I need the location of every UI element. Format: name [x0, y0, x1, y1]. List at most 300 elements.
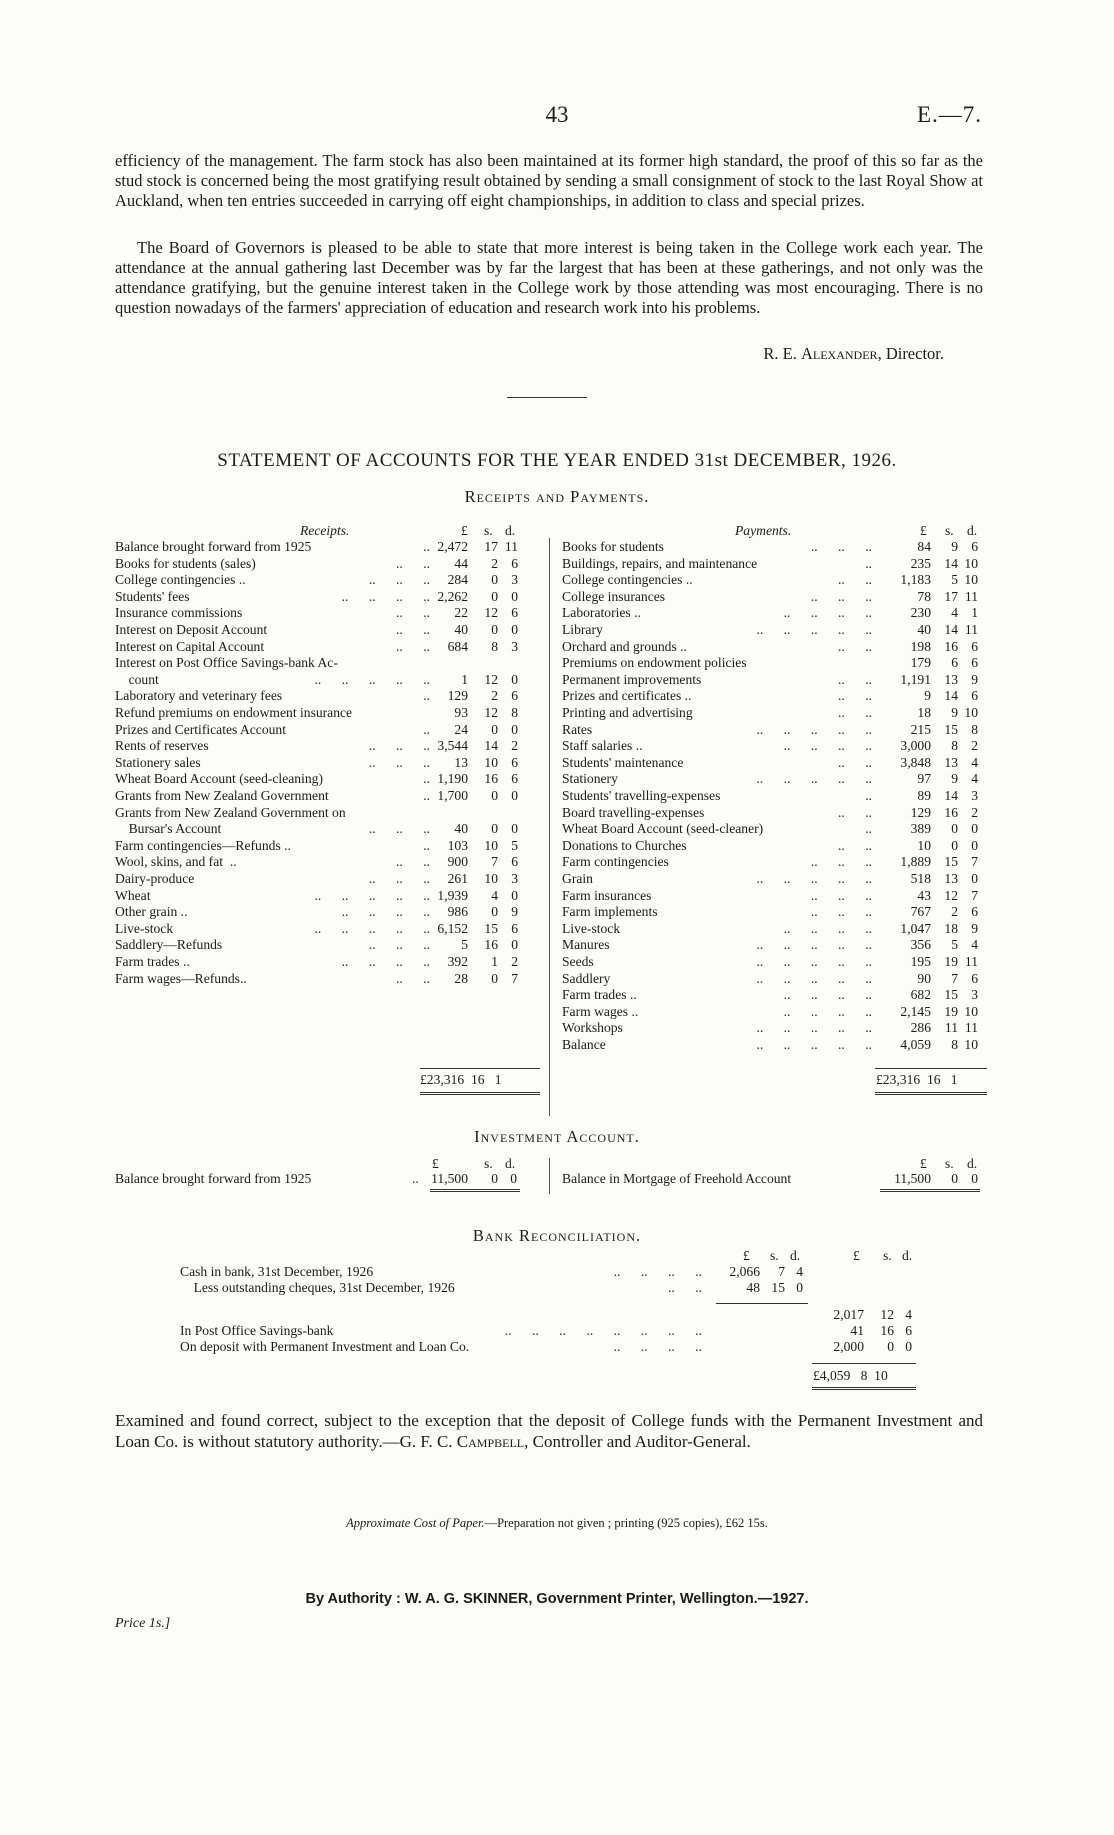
payments-row-dots: .. .. .. .. — [783, 987, 872, 1003]
payments-row-dots: .. .. — [838, 638, 872, 654]
investment-unit-pence-right: d. — [967, 1156, 978, 1171]
receipts-row-dots: .. .. .. — [368, 738, 430, 754]
payments-row-shillings: 6 — [951, 655, 958, 671]
payments-row-label: Workshops — [562, 1020, 623, 1036]
payments-row-pounds: 215 — [910, 721, 931, 737]
payments-heading: Payments. — [735, 523, 792, 538]
receipts-row-pounds: 900 — [447, 854, 468, 870]
payments-row-shillings: 14 — [944, 622, 958, 637]
payments-row-label: Laboratories .. — [562, 605, 641, 621]
receipts-row-shillings: 10 — [484, 871, 498, 886]
receipts-row-shillings: 10 — [484, 754, 498, 770]
receipts-row-dots: .. — [423, 771, 430, 787]
payments-row-pence: 0 — [971, 871, 978, 886]
receipts-row-pence: 5 — [511, 837, 518, 853]
receipts-row-dots: .. — [423, 688, 430, 704]
receipts-row-pence: 0 — [511, 622, 518, 637]
receipts-row-pounds: 5 — [461, 937, 468, 953]
bank-row-pence-1: 0 — [796, 1280, 803, 1295]
payments-row-dots: .. .. .. .. .. — [756, 954, 872, 969]
receipts-row-pence: 7 — [511, 970, 518, 986]
receipts-row-label: Interest on Post Office Savings-bank Ac- — [115, 655, 338, 671]
payments-row-dots: .. .. — [838, 688, 872, 704]
intro-paragraph-2: The Board of Governors is pleased to be able to state that more interest is being taken in the College work each year. The attendance at the annual gathering last December was by far the largest that has been at these gatherings, and not only was the attendance gratifying, but the genuine interest taken in the College work by those attending was most encouraging. There is no question nowadays of the farmers' appreciation of education and research work into his problems. — [115, 238, 983, 317]
payments-row-dots: .. .. .. .. .. — [756, 1037, 872, 1052]
payments-row-pence: 2 — [971, 804, 978, 820]
payments-row-dots: .. .. — [838, 754, 872, 770]
payments-row-dots: .. .. .. .. — [783, 738, 872, 754]
payments-row-pence: 6 — [971, 655, 978, 671]
investment-left-pence: 0 — [510, 1171, 517, 1186]
receipts-row-pence: 9 — [511, 904, 518, 920]
payments-row-dots: .. .. — [838, 671, 872, 687]
bank-total-double-rule — [812, 1387, 916, 1390]
receipts-row-shillings: 16 — [484, 771, 498, 787]
receipts-row-pounds: 129 — [447, 688, 468, 704]
payments-row-label: Farm trades .. — [562, 987, 637, 1003]
payments-row-shillings: 17 — [944, 588, 958, 604]
payments-row-label: Farm wages .. — [562, 1003, 639, 1019]
payments-row-dots: .. — [865, 788, 872, 803]
payments-row-pounds: 2,145 — [900, 1003, 931, 1019]
payments-row-dots: .. .. .. .. .. — [756, 970, 872, 986]
payments-row-dots: .. — [865, 555, 872, 571]
payments-unit-shillings: s. — [945, 523, 954, 538]
receipts-row-dots: .. — [423, 721, 430, 737]
receipts-row-pence: 0 — [511, 887, 518, 903]
payments-row-pence: 9 — [971, 671, 978, 687]
investment-right-shillings: 0 — [951, 1171, 958, 1186]
payments-row-pence: 7 — [971, 887, 978, 903]
receipts-row-pounds: 24 — [454, 721, 468, 737]
signature-title: , Director. — [877, 344, 944, 363]
receipts-row-shillings: 0 — [491, 622, 498, 637]
payments-row-dots: .. .. .. .. .. — [756, 937, 872, 953]
receipts-row-dots: .. .. .. — [368, 871, 430, 886]
receipts-row-label: Insurance commissions — [115, 605, 243, 621]
payments-row-dots: .. .. .. .. .. — [756, 622, 872, 637]
receipts-row-dots: .. .. .. .. — [341, 954, 430, 969]
bank-row-dots — [440, 1307, 702, 1324]
bank-row-dots: .. .. .. .. — [613, 1264, 702, 1279]
bank-row-pounds-2: 41 — [850, 1323, 864, 1338]
receipts-row-shillings: 0 — [491, 970, 498, 986]
payments-row-dots: .. .. .. .. .. — [756, 721, 872, 737]
payments-row-pounds: 90 — [917, 970, 931, 986]
payments-row-shillings: 9 — [951, 539, 958, 554]
receipts-row-pence: 6 — [511, 605, 518, 621]
payments-row-pence: 4 — [971, 771, 978, 787]
receipts-row-pounds: 40 — [454, 622, 468, 637]
receipts-row-dots: .. .. — [396, 970, 430, 986]
payments-row-pounds: 1,183 — [900, 572, 931, 588]
receipts-row-shillings: 0 — [491, 904, 498, 920]
receipts-heading: Receipts. — [300, 523, 350, 538]
bank-unit-shillings-2: s. — [883, 1248, 892, 1263]
receipts-row-shillings: 1 — [491, 954, 498, 969]
receipts-row-dots: .. .. — [396, 622, 430, 637]
payments-row-pence: 10 — [964, 1037, 978, 1052]
payments-row-pence: 10 — [964, 572, 978, 588]
receipts-row-label: Stationery sales — [115, 754, 201, 770]
payments-row-pence: 11 — [964, 622, 978, 637]
payments-row-pounds: 286 — [910, 1020, 931, 1036]
receipts-row-label: Bursar's Account — [115, 821, 222, 837]
payments-row-shillings: 14 — [944, 688, 958, 704]
receipts-row-pounds: 13 — [454, 754, 468, 770]
payments-row-label: Stationery — [562, 771, 618, 787]
receipts-row-pounds: 1,190 — [437, 771, 468, 787]
payments-row-pounds: 97 — [917, 771, 931, 787]
payments-row-shillings: 18 — [944, 920, 958, 936]
payments-row-pence: 9 — [971, 920, 978, 936]
bank-row-pounds-1: 2,066 — [729, 1264, 760, 1279]
bank-row-pounds-2 — [812, 1280, 864, 1297]
receipts-row-dots: .. .. .. — [368, 754, 430, 770]
investment-unit-pounds-left: £ — [432, 1156, 439, 1171]
receipts-row-dots: .. .. — [396, 605, 430, 621]
payments-row-dots: .. .. — [838, 837, 872, 853]
receipts-row-pence: 6 — [511, 854, 518, 870]
receipts-row-shillings: 2 — [491, 555, 498, 571]
bank-row-pounds-1: 48 — [746, 1280, 760, 1295]
payments-row-pence: 11 — [964, 954, 978, 969]
payments-row-label: Staff salaries .. — [562, 738, 643, 754]
receipts-row-shillings: 4 — [491, 887, 498, 903]
payments-row-label: Printing and advertising — [562, 705, 693, 720]
payments-row-label: Permanent improvements — [562, 671, 702, 687]
receipts-row-label: Prizes and Certificates Account — [115, 721, 286, 737]
receipts-row-pence: 3 — [511, 871, 518, 886]
receipts-row-dots: .. .. .. — [368, 937, 430, 953]
payments-row-dots: .. — [865, 821, 872, 837]
receipts-total: £23,316 16 1 — [420, 1072, 502, 1087]
payments-row-shillings: 16 — [944, 638, 958, 654]
payments-row-label: Buildings, repairs, and maintenance — [562, 555, 758, 571]
payments-row-pounds: 3,848 — [900, 754, 931, 770]
payments-row-shillings: 19 — [944, 1003, 958, 1019]
bank-row-pounds-1 — [716, 1307, 760, 1324]
receipts-row-shillings: 8 — [491, 638, 498, 654]
payments-row-dots: .. .. .. — [810, 904, 872, 920]
payments-row-dots: .. .. .. .. — [783, 920, 872, 936]
receipts-row-pence: 0 — [511, 821, 518, 837]
payments-row-pounds: 3,000 — [900, 738, 931, 754]
payments-row-shillings: 13 — [944, 671, 958, 687]
payments-row-pounds: 389 — [910, 821, 931, 837]
auditor-statement — [115, 1410, 983, 1452]
receipts-row-label: Wheat — [115, 887, 151, 903]
payments-row-shillings: 5 — [951, 937, 958, 953]
cost-of-paper — [0, 1516, 1114, 1531]
receipts-row-pounds: 1,939 — [437, 887, 468, 903]
receipts-row-dots: .. .. .. — [368, 572, 430, 588]
investment-unit-pence-left: d. — [505, 1156, 516, 1171]
payments-row-pence: 6 — [971, 970, 978, 986]
payments-row-label: Rates — [562, 721, 593, 737]
receipts-row-shillings: 0 — [491, 588, 498, 604]
authority-text: W. A. G. SKINNER, Government Printer, Wellington.—1927. — [404, 1591, 809, 1607]
payments-unit-pounds: £ — [920, 523, 927, 538]
receipts-row-label: Other grain .. — [115, 904, 188, 920]
payments-row-pounds: 10 — [917, 837, 931, 853]
payments-row-pounds: 682 — [910, 987, 931, 1003]
investment-heading: Investment Account. — [474, 1127, 640, 1146]
bank-row-shillings-1: 15 — [771, 1280, 785, 1295]
payments-row-pounds: 129 — [910, 804, 931, 820]
receipts-row-shillings: 0 — [491, 572, 498, 588]
bank-row-shillings-2 — [872, 1280, 894, 1297]
payments-row-shillings: 15 — [944, 854, 958, 870]
payments-row-shillings: 16 — [944, 804, 958, 820]
investment-unit-pounds-right: £ — [920, 1156, 927, 1171]
payments-row-label: Manures — [562, 937, 610, 953]
payments-row-shillings: 0 — [951, 821, 958, 837]
bank-row-dots: .. .. .. .. .. .. .. .. — [504, 1323, 702, 1338]
auditor-name: Campbell — [456, 1432, 525, 1451]
payments-row-dots: .. .. .. .. .. — [756, 1020, 872, 1036]
receipts-row-dots: .. .. .. — [368, 821, 430, 837]
receipts-row-shillings: 12 — [484, 605, 498, 621]
price: Price 1s.] — [115, 1616, 171, 1631]
receipts-row-dots: .. .. .. .. .. — [314, 887, 430, 903]
bank-row-shillings-1 — [765, 1307, 785, 1324]
payments-row-pence: 3 — [971, 788, 978, 803]
bank-row-pence-1 — [789, 1323, 803, 1340]
receipts-row-label: Farm contingencies—Refunds .. — [115, 837, 291, 853]
receipts-row-label: Laboratory and veterinary fees — [115, 688, 283, 704]
auditor-text: Examined and found correct, subject to the exception that the deposit of College funds with the Permanent Investment and Loan Co. is without statutory authority.—G. F. C. — [115, 1411, 983, 1451]
payments-row-label: Library — [562, 622, 603, 637]
bank-unit-pounds-1: £ — [743, 1248, 750, 1263]
payments-row-pence: 3 — [971, 987, 978, 1003]
payments-row-pounds: 18 — [917, 705, 931, 720]
bank-unit-pounds-2: £ — [853, 1248, 860, 1263]
receipts-row-label: Interest on Deposit Account — [115, 622, 268, 637]
receipts-row-pounds: 44 — [454, 555, 468, 571]
receipts-row-label: count — [115, 671, 159, 687]
receipts-row-label: Rents of reserves — [115, 738, 209, 754]
receipts-row-label: Balance brought forward from 1925 — [115, 539, 312, 554]
payments-row-dots: .. .. .. — [810, 887, 872, 903]
bank-row-pence-1: 4 — [796, 1264, 803, 1279]
payments-row-pounds: 195 — [910, 954, 931, 969]
bank-heading: Bank Reconciliation. — [472, 1226, 642, 1245]
receipts-row-label: Wheat Board Account (seed-cleaning) — [115, 771, 323, 787]
receipts-row-label: Saddlery—Refunds — [115, 937, 223, 953]
bank-row-shillings-2: 0 — [887, 1339, 894, 1354]
receipts-row-pounds: 684 — [447, 638, 468, 654]
payments-row-pence: 7 — [971, 854, 978, 870]
payments-row-label: Books for students — [562, 539, 664, 554]
receipts-row-label: Grants from New Zealand Government on — [115, 804, 346, 820]
bank-row-pence-2 — [898, 1264, 912, 1281]
receipts-row-shillings: 7 — [491, 854, 498, 870]
payments-row-pounds: 518 — [910, 871, 931, 886]
payments-row-label: College contingencies .. — [562, 572, 693, 588]
payments-row-pounds: 1,047 — [900, 920, 931, 936]
payments-row-shillings: 2 — [951, 904, 958, 920]
payments-row-pounds: 40 — [917, 622, 931, 637]
investment-right-pounds: 11,500 — [894, 1171, 931, 1186]
receipts-row-shillings: 2 — [491, 688, 498, 704]
payments-row-label: Wheat Board Account (seed-cleaner) — [562, 821, 764, 837]
bank-row-label: Less outstanding cheques, 31st December, 1926 — [180, 1280, 455, 1295]
receipts-row-pounds: 28 — [454, 970, 468, 986]
payments-row-shillings: 8 — [951, 738, 958, 754]
bank-total: £4,059 8 10 — [813, 1368, 888, 1383]
bank-row-pounds-2 — [812, 1264, 864, 1281]
bank-row-shillings-1 — [765, 1323, 785, 1340]
receipts-row-dots: .. .. .. .. .. — [314, 920, 430, 936]
payments-row-pence: 6 — [971, 539, 978, 554]
signature-name: Alexander — [800, 344, 878, 363]
payments-row-pounds: 356 — [910, 937, 931, 953]
payments-row-pence: 10 — [964, 705, 978, 720]
bank-row-pence-2: 0 — [905, 1339, 912, 1354]
bank-row-pounds-2: 2,000 — [833, 1339, 864, 1354]
payments-row-pence: 4 — [971, 754, 978, 770]
bank-row-pounds-1 — [716, 1323, 760, 1340]
receipts-row-pounds: 3,544 — [437, 738, 468, 754]
receipts-row-pounds: 986 — [447, 904, 468, 920]
investment-unit-shillings-right: s. — [945, 1156, 954, 1171]
receipts-row-label: Live-stock — [115, 920, 174, 936]
bank-row-label: Cash in bank, 31st December, 1926 — [180, 1264, 374, 1279]
receipts-row-shillings: 0 — [491, 721, 498, 737]
receipts-row-label: Farm wages—Refunds.. — [115, 970, 247, 986]
receipts-row-label: Interest on Capital Account — [115, 638, 265, 654]
receipts-row-shillings: 15 — [484, 920, 498, 936]
payments-row-label: Premiums on endowment policies — [562, 655, 747, 671]
receipts-row-dots: .. — [423, 837, 430, 853]
receipts-row-pence: 6 — [511, 771, 518, 787]
payments-row-shillings: 14 — [944, 555, 958, 571]
payments-row-label: Live-stock — [562, 920, 621, 936]
receipts-row-pence: 2 — [511, 954, 518, 969]
page-number: 43 — [545, 102, 569, 127]
bank-row-pence-1 — [789, 1339, 803, 1356]
receipts-row-dots: .. — [423, 788, 430, 803]
bank-row-pence-2: 6 — [905, 1323, 912, 1338]
receipts-row-label: Wool, skins, and fat .. — [115, 854, 237, 870]
investment-unit-shillings-left: s. — [484, 1156, 493, 1171]
bank-row-dots: .. .. — [668, 1280, 702, 1295]
payments-row-shillings: 4 — [951, 605, 958, 621]
receipts-row-dots: .. .. — [396, 854, 430, 870]
receipts-row-dots: .. — [423, 539, 430, 554]
bank-row-shillings-1 — [765, 1339, 785, 1356]
bank-row-pence-2: 4 — [905, 1307, 912, 1322]
receipts-row-pence: 0 — [511, 721, 518, 737]
payments-row-shillings: 12 — [944, 887, 958, 903]
receipts-row-dots: .. .. — [396, 638, 430, 654]
payments-row-pence: 8 — [971, 721, 978, 737]
payments-row-pence: 4 — [971, 937, 978, 953]
payments-row-pounds: 230 — [910, 605, 931, 621]
payments-row-label: Students' travelling-expenses — [562, 788, 721, 803]
receipts-row-pence: 6 — [511, 555, 518, 571]
payments-row-pence: 11 — [964, 588, 978, 604]
cost-label: Approximate Cost of Paper. — [346, 1516, 485, 1530]
receipts-row-pounds: 103 — [447, 837, 468, 853]
payments-row-pence: 6 — [971, 688, 978, 704]
payments-row-pence: 10 — [964, 555, 978, 571]
receipts-row-pounds: 6,152 — [437, 920, 468, 936]
payments-row-shillings: 11 — [944, 1020, 958, 1036]
payments-row-label: Farm insurances — [562, 887, 652, 903]
payments-row-dots: .. .. — [838, 705, 872, 720]
payments-row-pence: 0 — [971, 821, 978, 837]
payments-row-label: Orchard and grounds .. — [562, 638, 687, 654]
bank-unit-pence-1: d. — [790, 1248, 801, 1263]
payments-row-shillings: 7 — [951, 970, 958, 986]
bank-row-label: On deposit with Permanent Investment and Loan Co. — [180, 1339, 470, 1354]
payments-row-pounds: 43 — [917, 887, 931, 903]
receipts-row-pounds: 284 — [447, 572, 468, 588]
payments-row-shillings: 19 — [944, 954, 958, 969]
investment-right-label: Balance in Mortgage of Freehold Account — [562, 1171, 792, 1186]
payments-row-pence: 11 — [964, 1020, 978, 1036]
payments-row-label: Board travelling-expenses — [562, 804, 705, 820]
payments-row-pence: 10 — [964, 1003, 978, 1019]
receipts-unit-pence: d. — [505, 523, 516, 538]
bank-row-pounds-1 — [716, 1339, 760, 1356]
receipts-row-pounds: 2,472 — [437, 539, 468, 554]
receipts-row-pence: 8 — [511, 705, 518, 720]
bank-row-shillings-1: 7 — [778, 1264, 785, 1279]
payments-row-dots: .. .. .. .. — [783, 1003, 872, 1019]
receipts-unit-shillings: s. — [484, 523, 493, 538]
payments-row-pence: 6 — [971, 904, 978, 920]
payments-row-pounds: 235 — [910, 555, 931, 571]
bank-subtotal-rule — [716, 1303, 808, 1304]
receipts-row-pounds: 392 — [447, 954, 468, 969]
cost-text: —Preparation not given ; printing (925 copies), £62 15s. — [484, 1516, 768, 1530]
receipts-row-shillings: 0 — [491, 788, 498, 803]
receipts-row-shillings: 14 — [484, 738, 498, 754]
payments-row-label: College insurances — [562, 588, 666, 604]
payments-row-shillings: 9 — [951, 771, 958, 787]
payments-row-dots: .. .. — [838, 572, 872, 588]
authority-label: By Authority : — [305, 1591, 401, 1607]
payments-row-shillings: 15 — [944, 721, 958, 737]
receipts-row-pounds: 93 — [454, 705, 468, 720]
payments-row-dots: .. .. .. — [810, 539, 872, 554]
payments-row-shillings: 13 — [944, 871, 958, 886]
payments-row-pounds: 179 — [910, 655, 931, 671]
payments-row-shillings: 15 — [944, 987, 958, 1003]
receipts-row-dots: .. .. — [396, 555, 430, 571]
receipts-row-pounds: 261 — [447, 871, 468, 886]
payments-row-pounds: 198 — [910, 638, 931, 654]
payments-row-pounds: 9 — [924, 688, 931, 704]
receipts-row-pounds: 1,700 — [437, 788, 468, 803]
payments-row-label: Seeds — [562, 954, 594, 969]
document-reference: E.—7. — [916, 102, 982, 127]
receipts-row-shillings: 12 — [484, 671, 498, 687]
receipts-row-pence: 6 — [511, 920, 518, 936]
payments-row-shillings: 13 — [944, 754, 958, 770]
receipts-row-dots: .. .. .. .. .. — [314, 671, 430, 687]
payments-row-dots: .. .. .. .. — [783, 605, 872, 621]
bank-row-pence-1 — [789, 1307, 803, 1324]
receipts-row-pence: 0 — [511, 588, 518, 604]
receipts-row-label: Farm trades .. — [115, 954, 190, 969]
receipts-row-dots: .. .. .. .. — [341, 904, 430, 920]
receipts-row-pence: 6 — [511, 754, 518, 770]
payments-row-shillings: 9 — [951, 705, 958, 720]
